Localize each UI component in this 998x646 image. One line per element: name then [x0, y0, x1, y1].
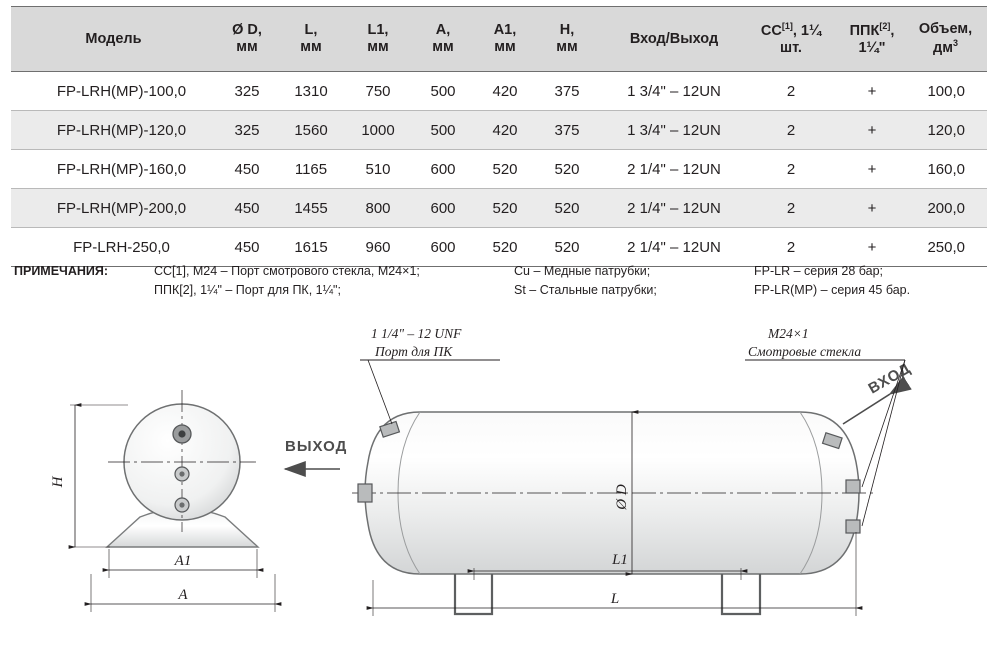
callout-pk-port: Порт для ПК [375, 344, 453, 359]
column-header-a1-line1: A1, [493, 22, 517, 39]
notes-column-2 [514, 262, 657, 301]
cell-a: 600 [412, 228, 474, 267]
cell-relief-valve: + [832, 72, 912, 111]
cell-diameter: 450 [216, 189, 278, 228]
dimension-label-l: L [610, 591, 620, 607]
column-header-volume: Объем, $дм^3$ [912, 7, 987, 72]
column-header-diameter [216, 7, 278, 72]
notes-title: ПРИМЕЧАНИЯ: [14, 264, 109, 278]
column-header-length1 [344, 7, 412, 72]
cell-sight-glass: 2 [750, 150, 832, 189]
callout-leader-pk [368, 360, 392, 424]
specification-table-container [11, 6, 987, 267]
column-header-model-text: Модель [85, 30, 142, 47]
callout-glass-thread: M24×1 [768, 326, 809, 341]
cell-diameter: 325 [216, 72, 278, 111]
end-view-group [50, 390, 275, 612]
footnote-marker-2: [2] [879, 21, 891, 32]
note-sight-glass-port: СС[1], M24 – Порт смотрового стекла, M24×1; [154, 264, 420, 278]
table-row [11, 72, 987, 111]
cell-a: 600 [412, 189, 474, 228]
cell-inlet-outlet: 2 1/4" – 12UN [598, 150, 750, 189]
table-row [11, 189, 987, 228]
drawing-svg [0, 312, 998, 646]
cell-a1: 420 [474, 111, 536, 150]
cell-h: 375 [536, 72, 598, 111]
note-steel-pipes: St – Стальные патрубки; [514, 283, 657, 298]
cell-h: 520 [536, 189, 598, 228]
column-header-sight-glass-line2: шт. [780, 39, 802, 56]
notes-column-1 [154, 262, 420, 301]
end-view-sight-glass-lower-bore [179, 502, 184, 507]
column-header-h [536, 7, 598, 72]
cell-model: FP-LRH(MP)-200,0 [11, 189, 216, 228]
column-header-h-line1: H, [559, 22, 575, 39]
cell-h: 520 [536, 150, 598, 189]
cell-sight-glass: 2 [750, 228, 832, 267]
table-row [11, 111, 987, 150]
cell-length: 1615 [278, 228, 344, 267]
callout-glass-name: Смотровые стекла [748, 344, 862, 359]
column-header-sight-glass: СС[1], 1¼ шт. [750, 7, 832, 72]
outlet-label: ВЫХОД [285, 438, 348, 455]
column-header-inlet-outlet [598, 7, 750, 72]
footnote-marker-1: [1] [781, 21, 793, 32]
table-row [11, 150, 987, 189]
table-row [11, 228, 987, 267]
column-header-h-line2: мм [556, 39, 578, 55]
volume-unit-exponent: 3 [952, 38, 958, 49]
cell-inlet-outlet: 2 1/4" – 12UN [598, 228, 750, 267]
column-header-relief-valve-line2: 1¼" [858, 39, 886, 56]
end-view-sight-glass-upper-bore [179, 471, 184, 476]
cell-volume: 100,0 [912, 72, 987, 111]
column-header-relief-valve: ППК[2], 1¼" [832, 7, 912, 72]
inlet-label: ВХОД [865, 359, 914, 398]
cell-length: 1560 [278, 111, 344, 150]
cell-length: 1310 [278, 72, 344, 111]
column-header-length-line1: L, [304, 22, 318, 39]
cell-a1: 520 [474, 228, 536, 267]
cell-sight-glass: 2 [750, 111, 832, 150]
cell-a1: 520 [474, 189, 536, 228]
cell-h: 520 [536, 228, 598, 267]
dimension-label-a1: A1 [174, 553, 192, 569]
column-header-a1 [474, 7, 536, 72]
column-header-a-line1: A, [435, 22, 451, 39]
cell-diameter: 450 [216, 150, 278, 189]
technical-drawing [0, 312, 998, 646]
outlet-port-fitting [358, 484, 372, 502]
dimension-label-l1: L1 [612, 552, 628, 568]
inlet-flow-arrow [843, 394, 890, 424]
column-header-a [412, 7, 474, 72]
cell-volume: 160,0 [912, 150, 987, 189]
specification-table [11, 6, 987, 267]
table-header-row [11, 7, 987, 72]
cell-diameter: 325 [216, 111, 278, 150]
cell-model: FP-LRH(MP)-160,0 [11, 150, 216, 189]
cell-volume: 250,0 [912, 228, 987, 267]
column-header-length1-line2: мм [367, 39, 389, 55]
note-copper-pipes: Cu – Медные патрубки; [514, 264, 651, 278]
cell-sight-glass: 2 [750, 72, 832, 111]
sight-glass-fitting-lower [846, 520, 860, 533]
column-header-volume-line1: Объем, [918, 21, 973, 38]
cell-length1: 1000 [344, 111, 412, 150]
cell-length1: 800 [344, 189, 412, 228]
cell-inlet-outlet: 1 3/4" – 12UN [598, 111, 750, 150]
note-series-28bar: FP-LR – серия 28 бар; [754, 264, 884, 278]
column-header-length-line2: мм [300, 39, 322, 55]
column-header-diameter-line1: Ø D, [232, 22, 262, 39]
cell-model: FP-LRH-250,0 [11, 228, 216, 267]
column-header-a-line2: мм [432, 39, 454, 55]
cell-sight-glass: 2 [750, 189, 832, 228]
cell-inlet-outlet: 2 1/4" – 12UN [598, 189, 750, 228]
cell-inlet-outlet: 1 3/4" – 12UN [598, 72, 750, 111]
callout-pk-thread: 1 1/4" – 12 UNF [371, 326, 462, 341]
column-header-diameter-line2: мм [236, 39, 258, 55]
column-header-model [11, 7, 216, 72]
cell-relief-valve: + [832, 228, 912, 267]
cell-diameter: 450 [216, 228, 278, 267]
column-header-length1-line1: L1, [367, 22, 389, 39]
cell-h: 375 [536, 111, 598, 150]
end-view-port-top-bore [178, 430, 185, 437]
cell-length: 1455 [278, 189, 344, 228]
table-body [11, 72, 987, 267]
cell-relief-valve: + [832, 189, 912, 228]
dimension-label-a: A [178, 587, 188, 603]
cell-a: 500 [412, 72, 474, 111]
cell-model: FP-LRH(MP)-100,0 [11, 72, 216, 111]
cell-model: FP-LRH(MP)-120,0 [11, 111, 216, 150]
notes-column-3 [754, 262, 910, 301]
note-relief-valve-port: ППК[2], 1¼" – Порт для ПК, 1¼"; [154, 283, 341, 298]
cell-volume: 120,0 [912, 111, 987, 150]
column-header-length [278, 7, 344, 72]
note-series-45bar: FP-LR(MP) – серия 45 бар. [754, 283, 911, 298]
dimension-label-diameter: Ø D [614, 484, 630, 510]
cell-volume: 200,0 [912, 189, 987, 228]
cell-relief-valve: + [832, 150, 912, 189]
cell-length1: 510 [344, 150, 412, 189]
cell-a: 500 [412, 111, 474, 150]
cell-relief-valve: + [832, 111, 912, 150]
cell-a1: 420 [474, 72, 536, 111]
column-header-inlet-outlet-text: Вход/Выход [629, 30, 719, 47]
cell-a: 600 [412, 150, 474, 189]
side-view-group [285, 326, 914, 616]
column-header-a1-line2: мм [494, 39, 516, 55]
cell-length: 1165 [278, 150, 344, 189]
cell-a1: 520 [474, 150, 536, 189]
cell-length1: 750 [344, 72, 412, 111]
cell-length1: 960 [344, 228, 412, 267]
dimension-label-h: H [50, 476, 66, 488]
sight-glass-fitting-upper [846, 480, 860, 493]
